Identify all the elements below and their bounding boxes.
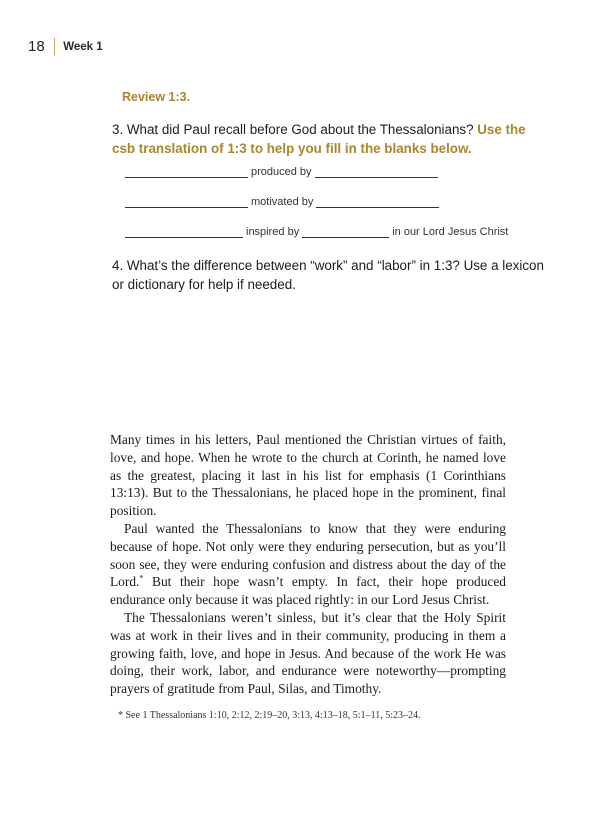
body-paragraph [110,520,506,609]
body-paragraph-text: Paul wanted the Thessalonians to know that they were enduring because of hope. Not only were they enduring persecution, but as you’ll soon see, they were enduring confusion and distress about the day of the Lord. [110,520,506,590]
footnote: * See 1 Thessalonians 1:10, 2:12, 2:19–20, 3:13, 4:13–18, 5:1–11, 5:23–24. [118,710,421,721]
body-paragraph: Many times in his letters, Paul mentioned the Christian virtues of faith, love, and hope. When he wrote to the church at Corinth, he named love as the greatest, placing it last in his list for emphasis (1 Corinthians 13:13). But to the Thessalonians, he placed hope in the prominent, final position. [110,432,506,519]
review-label: Review 1:3. [122,90,191,104]
question-4: 4. What’s the difference between “work” and “labor” in 1:3? Use a lexicon or dictionary for help if needed. [112,258,544,292]
question-3-instruction: Use the csb translation of 1:3 to help you fill in the blanks below. [112,122,526,156]
question-3-text: 3. What did Paul recall before God about the Thessalonians? [112,122,478,137]
header-divider [54,38,56,55]
fill-in-row [125,165,438,178]
blank-field[interactable] [316,195,439,208]
blank-field[interactable] [125,165,248,178]
body-paragraph-continuation: But their hope wasn’t empty. In fact, their hope produced endurance only because it was placed rightly: in our Lord Jesus Christ. [110,574,506,608]
body-paragraph: The Thessalonians weren’t sinless, but it’s clear that the Holy Spirit was at work in their lives and in their community, producing in them a growing faith, love, and hope in Jesus. And because of the work He was doing, their work, labor, and endurance were noteworthy—prompting prayers of gratitude from Paul, Silas, and Timothy. [110,609,506,697]
blank-field[interactable] [125,195,248,208]
running-head [28,38,103,55]
page-number: 18 [28,38,45,55]
blank-field[interactable] [315,165,438,178]
blank-connector: motivated by [251,196,314,208]
body-text [110,431,506,698]
blank-field[interactable] [125,225,243,238]
blank-connector: produced by [251,166,312,178]
blank-suffix: in our Lord Jesus Christ [392,226,509,238]
fill-in-row [125,225,511,238]
question-3 [112,120,552,158]
blank-connector: inspired by [246,226,300,238]
footnote-marker: * [139,573,144,583]
fill-in-row [125,195,439,208]
section-label: Week 1 [63,40,103,53]
blank-field[interactable] [302,225,389,238]
